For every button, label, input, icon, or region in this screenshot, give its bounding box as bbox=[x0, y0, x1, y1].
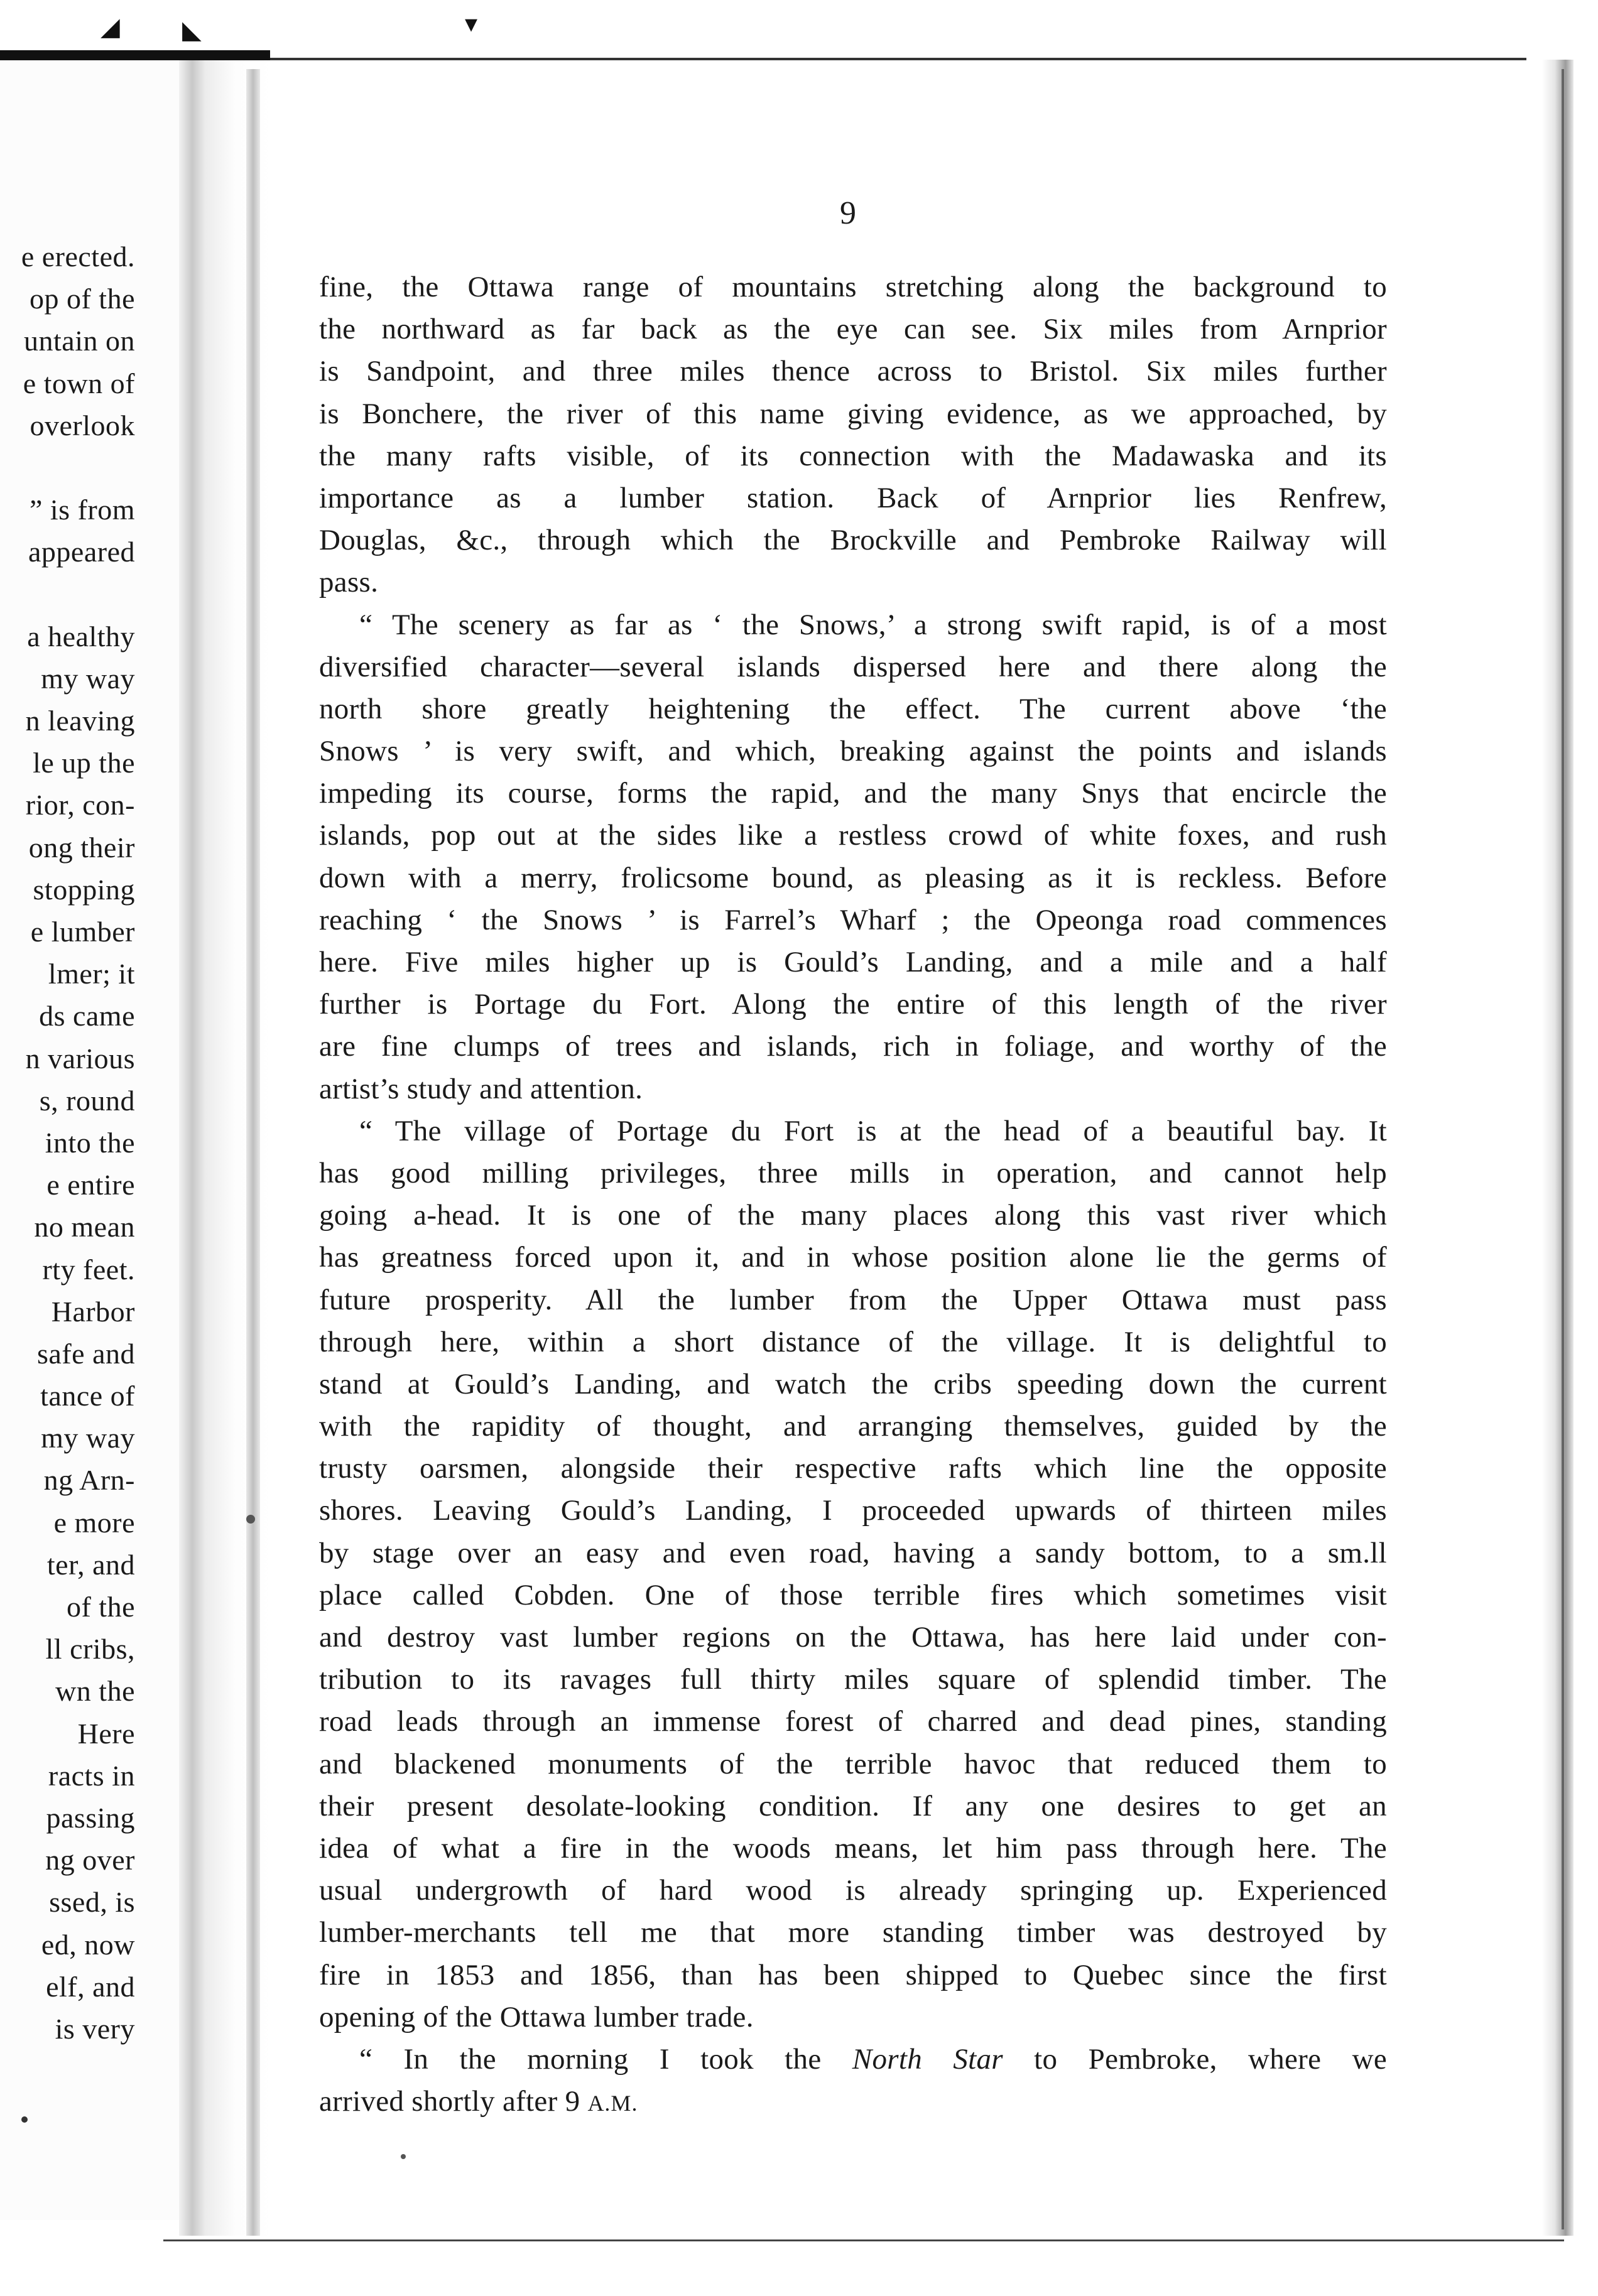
previous-page-line: op of the bbox=[29, 283, 135, 315]
ink-speck bbox=[401, 2154, 406, 2159]
previous-page-line: untain on bbox=[24, 325, 135, 357]
previous-page-line: a healthy bbox=[27, 620, 135, 653]
previous-page-line: rior, con- bbox=[25, 789, 135, 821]
text-line: trusty oarsmen, alongside their respective rafts which line the opposite bbox=[319, 1452, 1387, 1485]
previous-page-line: rty feet. bbox=[42, 1253, 135, 1286]
previous-page-line: tance of bbox=[40, 1380, 135, 1412]
corner-mark: ◢ bbox=[101, 13, 120, 41]
text-line: and destroy vast lumber regions on the Ottawa, has here laid under con- bbox=[319, 1621, 1387, 1654]
text-line: “ The scenery as far as ‘ the Snows,’ a strong swift rapid, is of a most bbox=[359, 608, 1387, 641]
previous-page-strip bbox=[0, 60, 179, 2220]
previous-page-line: n leaving bbox=[25, 705, 135, 737]
ship-name: North Star bbox=[852, 2042, 1003, 2076]
text-line: the many rafts visible, of its connection with the Madawaska and its bbox=[319, 439, 1387, 472]
text-line: idea of what a fire in the woods means, let him pass through here. The bbox=[319, 1831, 1387, 1865]
previous-page-line: e more bbox=[53, 1506, 135, 1539]
previous-page-line: ng Arn- bbox=[43, 1464, 135, 1497]
paragraph-3 bbox=[319, 1110, 1387, 2039]
text-line: and blackened monuments of the terrible havoc that reduced them to bbox=[319, 1747, 1387, 1780]
previous-page-line: ds came bbox=[39, 1000, 135, 1032]
text-line: has good milling privileges, three mills in operation, and cannot help bbox=[319, 1156, 1387, 1189]
page-number: 9 bbox=[840, 195, 856, 231]
text-line: going a-head. It is one of the many places along this vast river which bbox=[319, 1199, 1387, 1232]
text-line: fire in 1853 and 1856, than has been shipped to Quebec since the first bbox=[319, 1958, 1387, 1991]
paragraph-2 bbox=[319, 604, 1387, 1110]
text-line: stand at Gould’s Landing, and watch the cribs speeding down the current bbox=[319, 1367, 1387, 1400]
previous-page-line: e entire bbox=[46, 1169, 135, 1201]
ink-speck bbox=[21, 2116, 28, 2123]
previous-page-line: ed, now bbox=[41, 1928, 135, 1961]
previous-page-line: e town of bbox=[23, 367, 135, 399]
previous-page-line: ter, and bbox=[46, 1548, 135, 1581]
text-line: down with a merry, frolicsome bound, as pleasing as it is reckless. Before bbox=[319, 861, 1387, 894]
previous-page-line: my way bbox=[41, 662, 135, 695]
corner-mark: ◣ bbox=[182, 16, 202, 45]
previous-page-line: wn the bbox=[55, 1675, 135, 1708]
previous-page-line: appeared bbox=[28, 536, 135, 568]
previous-page-line bbox=[21, 573, 135, 615]
text-line: north shore greatly heightening the effect. The current above ‘the bbox=[319, 692, 1387, 725]
previous-page-line: safe and bbox=[37, 1337, 135, 1370]
text-line: “ In the morning I took the North Star to Pembroke, where we bbox=[359, 2042, 1387, 2076]
text-line: with the rapidity of thought, and arranging themselves, guided by the bbox=[319, 1410, 1387, 1443]
text-line: fine, the Ottawa range of mountains stretching along the background to bbox=[319, 271, 1387, 303]
text-line: arrived shortly after 9 A.M. bbox=[319, 2085, 638, 2118]
text-line: shores. Leaving Gould’s Landing, I proceeded upwards of thirteen miles bbox=[319, 1494, 1387, 1527]
text-line: the northward as far back as the eye can see. Six miles from Arnprior bbox=[319, 313, 1387, 346]
text-line: their present desolate-looking condition. If any one desires to get an bbox=[319, 1789, 1387, 1822]
time-suffix: A.M. bbox=[587, 2091, 638, 2116]
text-line: through here, within a short distance of the village. It is delightful to bbox=[319, 1325, 1387, 1358]
previous-page-line: ssed, is bbox=[49, 1886, 135, 1919]
text-line: further is Portage du Fort. Along the entire of this length of the river bbox=[319, 988, 1387, 1021]
text-line: tribution to its ravages full thirty miles square of splendid timber. The bbox=[319, 1663, 1387, 1696]
previous-page-line: passing bbox=[46, 1801, 135, 1834]
previous-page-line: into the bbox=[45, 1126, 135, 1159]
text-line: is Bonchere, the river of this name giving evidence, as we approached, by bbox=[319, 397, 1387, 430]
previous-page-line: Here bbox=[77, 1717, 135, 1750]
previous-page-line: lmer; it bbox=[48, 958, 135, 990]
text-line: place called Cobden. One of those terrible fires which sometimes visit bbox=[319, 1578, 1387, 1611]
previous-page-line: s, round bbox=[39, 1084, 135, 1117]
binding-shadow bbox=[246, 69, 260, 2236]
text-line: importance as a lumber station. Back of Arnprior lies Renfrew, bbox=[319, 481, 1387, 514]
previous-page-line: e lumber bbox=[30, 916, 135, 948]
text-line: are fine clumps of trees and islands, rich in foliage, and worthy of the bbox=[319, 1030, 1387, 1063]
previous-page-line: no mean bbox=[34, 1211, 135, 1243]
paragraph-4 bbox=[319, 2039, 1387, 2123]
previous-page-line: stopping bbox=[33, 873, 135, 906]
text-line: islands, pop out at the sides like a restless crowd of white foxes, and rush bbox=[319, 819, 1387, 852]
text-line: Douglas, &c., through which the Brockville and Pembroke Railway will bbox=[319, 524, 1387, 557]
text-line: artist’s study and attention. bbox=[319, 1072, 643, 1105]
previous-page-line: Harbor bbox=[51, 1295, 135, 1328]
text-line: lumber-merchants tell me that more standing timber was destroyed by bbox=[319, 1916, 1387, 1949]
text-line: by stage over an easy and even road, having a sandy bottom, to a sm.ll bbox=[319, 1536, 1387, 1569]
previous-page-line: n various bbox=[25, 1042, 135, 1075]
previous-page-line: ong their bbox=[28, 831, 135, 864]
previous-page-line: racts in bbox=[48, 1759, 135, 1792]
text-line: impeding its course, forms the rapid, and the many Snys that encircle the bbox=[319, 777, 1387, 810]
previous-page-line bbox=[21, 447, 135, 489]
previous-page-text bbox=[21, 236, 135, 2050]
text-line: pass. bbox=[319, 566, 379, 599]
previous-page-line: elf, and bbox=[46, 1970, 135, 2003]
text-line: future prosperity. All the lumber from the Upper Ottawa must pass bbox=[319, 1283, 1387, 1316]
text-line: is Sandpoint, and three miles thence across to Bristol. Six miles further bbox=[319, 355, 1387, 388]
previous-page-line: ng over bbox=[45, 1844, 135, 1876]
corner-mark: ▾ bbox=[465, 9, 478, 38]
paragraph-1 bbox=[319, 266, 1387, 604]
previous-page-line: ll cribs, bbox=[45, 1633, 135, 1665]
text-line: opening of the Ottawa lumber trade. bbox=[319, 2000, 754, 2033]
previous-page-line: my way bbox=[41, 1422, 135, 1454]
bottom-scan-border bbox=[0, 2236, 1598, 2296]
text-line: usual undergrowth of hard wood is already springing up. Experienced bbox=[319, 1874, 1387, 1907]
text-line: reaching ‘ the Snows ’ is Farrel’s Wharf ; the Opeonga road commences bbox=[319, 903, 1387, 936]
text-line: here. Five miles higher up is Gould’s Landing, and a mile and a half bbox=[319, 946, 1387, 978]
text-line: Snows ’ is very swift, and which, breaking against the points and islands bbox=[319, 735, 1387, 768]
text-line: has greatness forced upon it, and in whose position alone lie the germs of bbox=[319, 1241, 1387, 1274]
page-body bbox=[319, 266, 1387, 2123]
previous-page-line: overlook bbox=[30, 409, 135, 441]
text-line: road leads through an immense forest of charred and dead pines, standing bbox=[319, 1705, 1387, 1738]
top-scan-border bbox=[0, 0, 1598, 60]
previous-page-line: is very bbox=[55, 2012, 135, 2045]
right-page-edge bbox=[1542, 60, 1574, 2239]
text-line: diversified character—several islands dispersed here and there along the bbox=[319, 650, 1387, 683]
ink-speck bbox=[246, 1515, 255, 1524]
previous-page-line: le up the bbox=[33, 747, 135, 779]
previous-page-line: e erected. bbox=[21, 241, 135, 273]
previous-page-line: ” is from bbox=[29, 494, 135, 526]
previous-page-line: of the bbox=[66, 1591, 135, 1623]
text-line: “ The village of Portage du Fort is at the head of a beautiful bay. It bbox=[359, 1114, 1387, 1147]
